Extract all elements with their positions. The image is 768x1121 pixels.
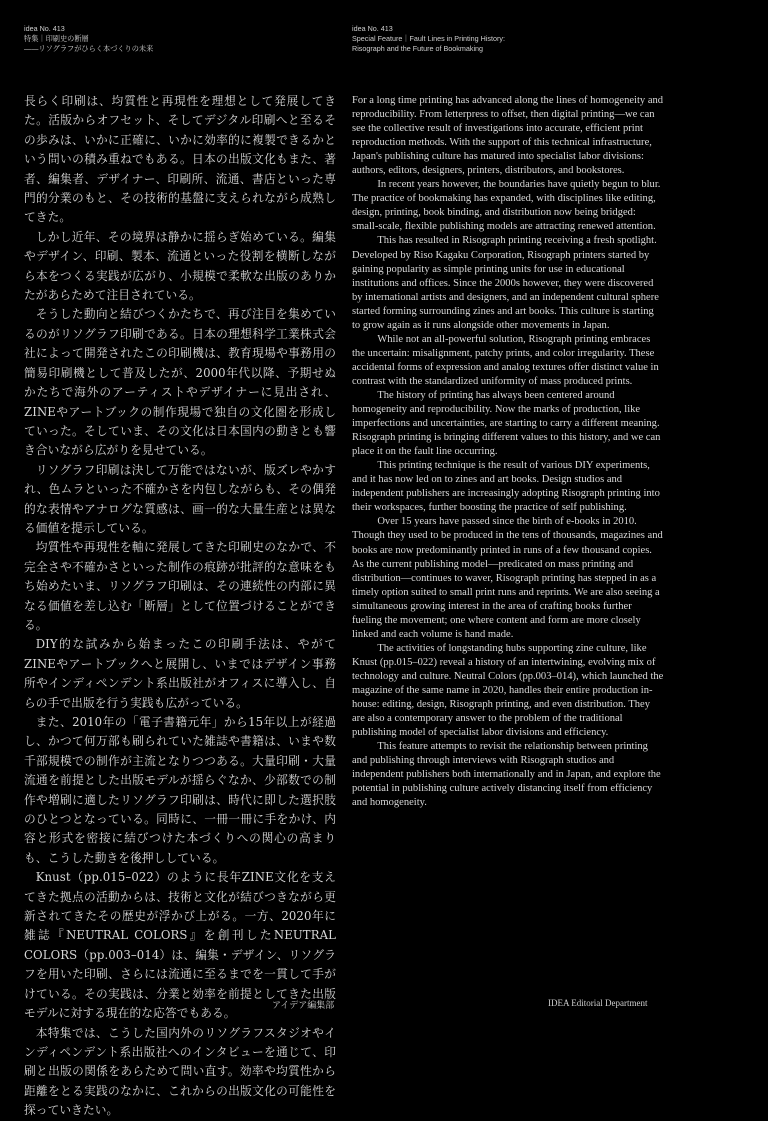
paragraph: The activities of longstanding hubs supporting zine culture, like Knust (pp.015–022) reveal a history of an intertwining, evolving mix of technology and culture. Neutral Colors (pp.003–014), which launched the magazine of the same name in 2020, handles their entire production in-house: editing, design, Risograph printing, and even distribution. They are also a contemporary answer to the problem of the traditional publishing model of specialist labor divisions and efficiency. bbox=[352, 642, 664, 739]
paragraph: そうした動向と結びつくかたちで、再び注目を集めているのがリソグラフ印刷である。日本の理想科学工業株式会社によって開発されたこの印刷機は、教育現場や事務用の簡易印刷機として普及したが、2000年代以降、予期せぬかたちで海外のアーティストやデザイナーに見出され、ZINEやアートブックの制作現場で独自の文化圏を形成していった。そしていま、その文化は日本国内の動きとも響き合いながら広がりを見せている。 bbox=[24, 307, 336, 458]
feature-subtitle: Risograph and the Future of Bookmaking bbox=[352, 44, 484, 53]
signature-english: IDEA Editorial Department bbox=[548, 998, 648, 1008]
paragraph: また、2010年の「電子書籍元年」から15年以上が経過し、かつて何万部も刷られていた雑誌や書籍は、いまや数千部規模での制作が主流となりつつある。大量印刷・大量流通を前提とした出版モデルが揺らぐなか、少部数での制作や増刷に適したリソグラフ印刷は、時代に即した選択肢のひとつとなっている。同時に、一冊一冊に手をかけ、内容と形式を密接に結びつけた本づくりへの関心の高まりも、こうした動きを後押ししている。 bbox=[24, 715, 336, 865]
paragraph: Over 15 years have passed since the birth of e-books in 2010. Though they used to be produced in the tens of thousands, magazines and books are now predominantly printed in runs of a few thousand copies. As the current publishing model—predicated on mass printing and distribution—continues to waver, Risograph printing has stepped in as a timely option suited to small print runs and reprints. We are also seeing a simultaneous growing interest in the area of crafting books further fueling the movement; one where content and form are more closely linked and each volume is hand made. bbox=[352, 516, 663, 640]
paragraph: While not an all-powerful solution, Risograph printing embraces the uncertain: misalignment, patchy prints, and color irregularity. These accidental forms of expression and analog textures offer distinct value in contrast with the standardized uniformity of mass produced prints. bbox=[352, 333, 659, 387]
issue-number: idea No. 413 bbox=[24, 24, 65, 33]
paragraph: The history of printing has always been centered around homogeneity and reproducibility. Now the marks of production, like imperfections and uncertainties, are starting to carry a different meaning. Risograph printing is bringing different values to this history, and we can place it on the fault line occurring. bbox=[352, 389, 661, 458]
japanese-text-column bbox=[24, 92, 336, 1121]
signature-japanese: アイデア編集部 bbox=[272, 1001, 335, 1011]
paragraph: DIY的な試みから始まったこの印刷手法は、やがてZINEやアートブックへと展開し、いまではデザイン事務所やインディペンデント系出版社がオフィスに導入し、自らの手で出版を行う実践も広がっている。 bbox=[24, 637, 336, 710]
header-japanese bbox=[24, 24, 344, 54]
paragraph: リソグラフ印刷は決して万能ではないが、版ズレやかすれ、色ムラといった不確かさを内包しながらも、その偶発的な表情やアナログな質感は、画一的な大量生産とは異なる価値を提示している。 bbox=[24, 462, 336, 535]
issue-number: idea No. 413 bbox=[352, 24, 393, 33]
paragraph: しかし近年、その境界は静かに揺らぎ始めている。編集やデザイン、印刷、製本、流通といった役割を横断しながら本をつくる実践が広がり、小規模で柔軟な出版のありかたがあらためて注目されている。 bbox=[24, 229, 336, 303]
paragraph: This has resulted in Risograph printing receiving a fresh spotlight. Developed by Riso Kagaku Corporation, Risograph printers started by gaining popularity as simple printing units for use in educational institutions and offices. Since the 2000s however, they were discovered by international artists and designers, and an independent cultural sphere started forming surrounding zines and art books. This culture is starting to grow again as it runs alongside other movements in Japan. bbox=[352, 235, 659, 331]
paragraph: This printing technique is the result of various DIY experiments, and it has now led on to zines and art books. Design studios and independent publishers are increasingly adopting Risograph printing into their workspaces, further boosting the practice of self publishing. bbox=[352, 460, 660, 514]
feature-title: Special Feature｜Fault Lines in Printing History: bbox=[352, 34, 506, 43]
paragraph: This feature attempts to revisit the relationship between printing and publishing through interviews with Risograph studios and independent publishers both internationally and in Japan, and explore the potential in publishing culture actively distancing itself from efficiency and homogeneity. bbox=[352, 741, 661, 809]
feature-title: 特集｜印刷史の断層 bbox=[24, 34, 89, 43]
paragraph: In recent years however, the boundaries have quietly begun to blur. The practice of bookmaking has expanded, with disciplines like editing, design, printing, book binding, and distribution now being bridged: small-scale, flexible publishing models are attracting renewed attention. bbox=[352, 179, 661, 233]
paragraph: 均質性や再現性を軸に発展してきた印刷史のなかで、不完全さや不確かさといった制作の痕跡が批評的な意味をもち始めたいま、リソグラフ印刷は、その連続性の内部に異なる価値を差し込む「断層」として位置づけることができる。 bbox=[24, 540, 336, 632]
english-text-column bbox=[352, 94, 664, 810]
feature-subtitle: ――リソグラフがひらく本づくりの未来 bbox=[24, 44, 154, 53]
header-english bbox=[352, 24, 712, 54]
paragraph: 本特集では、こうした国内外のリソグラフスタジオやインディペンデント系出版社へのインタビューを通じて、印刷と出版の関係をあらためて問い直す。効率や均質性から距離をとる実践のなかに、これからの出版文化の可能性を探っていきたい。 bbox=[24, 1025, 336, 1118]
paragraph: Knust（pp.015–022）のように長年ZINE文化を支えてきた拠点の活動からは、技術と文化が結びつきながら更新されてきたその歴史が浮かび上がる。一方、2020年に雑誌『NEUTRAL COLORS』を創刊したNEUTRAL COLORS（pp.003–014）は、編集・デザイン、リソグラフを用いた印刷、さらには流通に至るまでを一貫して手がけている。その実践は、分業と効率を前提としてきた出版モデルに対する現在的な応答でもある。 bbox=[24, 870, 336, 1021]
paragraph: 長らく印刷は、均質性と再現性を理想として発展してきた。活版からオフセット、そしてデジタル印刷へと至るその歩みは、いかに正確に、いかに効率的に複製できるかという問いの積み重ねでもある。日本の出版文化もまた、著者、編集者、デザイナー、印刷所、流通、書店といった専門的分業のもと、その技術的基盤に支えられながら成熟してきた。 bbox=[24, 94, 336, 225]
paragraph: For a long time printing has advanced along the lines of homogeneity and reproducibility. From letterpress to offset, then digital printing—we can see the collective result of investigations into accurate, efficient print reproduction methods. With the support of this technical infrastructure, Japan's publishing culture has matured into specialist labor divisions: authors, editors, designers, printers, distributors, and bookstores. bbox=[352, 95, 664, 177]
